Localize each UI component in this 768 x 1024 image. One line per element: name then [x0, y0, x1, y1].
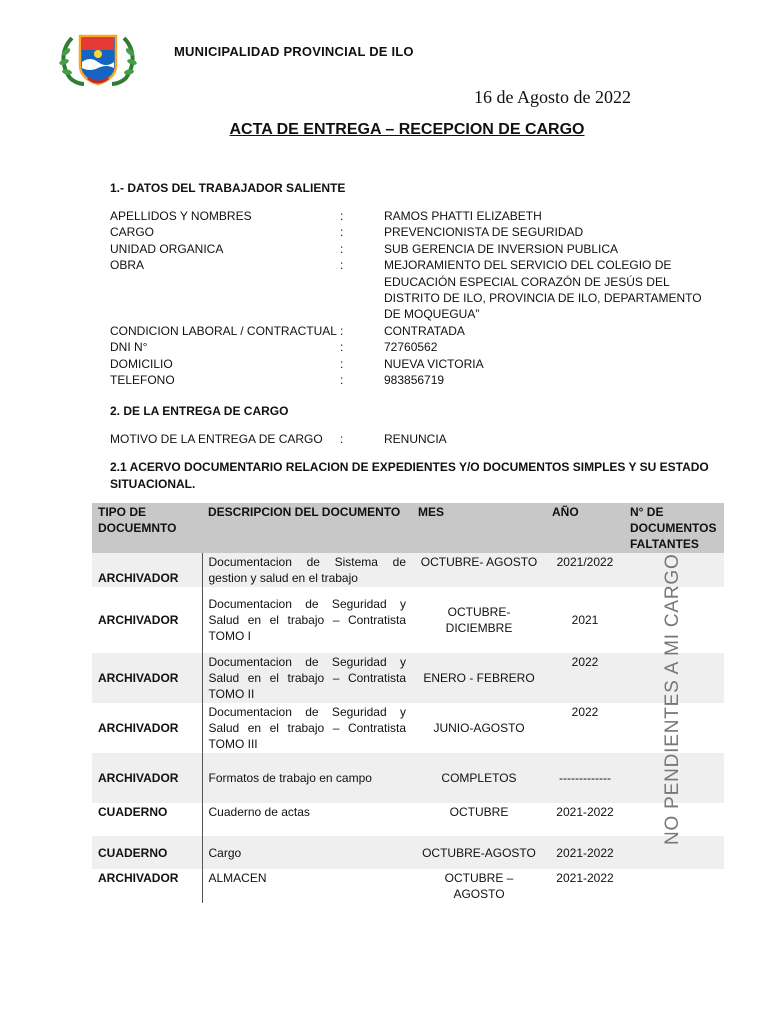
field-separator: :	[340, 225, 344, 240]
cell-mes: OCTUBRE- AGOSTO	[412, 553, 546, 587]
section-2-heading: 2. DE LA ENTREGA DE CARGO	[110, 404, 289, 418]
motivo-separator: :	[340, 432, 344, 446]
header-faltantes-line: FALTANTES	[630, 537, 699, 551]
cell-tipo: CUADERNO	[98, 805, 168, 819]
cell-anio: 2021-2022	[556, 871, 614, 885]
header-faltantes	[624, 503, 724, 553]
field-separator: :	[340, 241, 344, 256]
cell-tipo: ARCHIVADOR	[98, 871, 179, 885]
field-label: CONDICION LABORAL / CONTRACTUAL	[110, 323, 337, 338]
cell-anio: 2021-2022	[556, 805, 614, 819]
field-row-cargo	[110, 224, 710, 240]
table-row	[92, 553, 724, 587]
field-label: OBRA	[110, 258, 145, 273]
cell-descripcion: Formatos de trabajo en campo	[202, 753, 412, 803]
table-row	[92, 803, 724, 836]
cell-descripcion: Documentacion de Seguridad y Salud en el trabajo – Contratista TOMO II	[202, 653, 412, 703]
cell-tipo: ARCHIVADOR	[92, 753, 202, 803]
field-row-obra	[110, 257, 710, 323]
cell-anio: 2021	[571, 613, 599, 627]
field-value: 983856719	[384, 373, 445, 388]
field-value: CONTRATADA	[384, 323, 465, 338]
document-title: ACTA DE ENTREGA – RECEPCION DE CARGO	[229, 121, 585, 138]
field-label: TELEFONO	[110, 373, 175, 388]
section-2-1-heading: 2.1 ACERVO DOCUMENTARIO RELACION DE EXPEDIENTES Y/O DOCUMENTOS SIMPLES Y SU ESTADO SITUACIONAL.	[110, 460, 709, 491]
cell-mes: OCTUBRE- DICIEMBRE	[445, 605, 513, 635]
cell-descripcion: Cuaderno de actas	[202, 803, 412, 836]
field-label: CARGO	[110, 225, 155, 240]
vertical-note: NO PENDIENTES A MI CARGO	[662, 553, 683, 845]
field-separator: :	[340, 323, 344, 338]
header-faltantes-line: DOCUMENTOS	[630, 521, 717, 535]
document-date: 16 de Agosto de 2022	[474, 87, 631, 107]
field-value: 72760562	[384, 340, 438, 355]
cell-anio: 2021-2022	[546, 836, 624, 869]
cell-tipo: ARCHIVADOR	[98, 721, 179, 735]
documents-table	[92, 503, 724, 903]
municipal-coat-of-arms-logo	[54, 32, 142, 86]
field-separator: :	[340, 340, 344, 355]
table-row	[92, 753, 724, 803]
header-tipo-line: TIPO DE	[98, 505, 147, 519]
cell-mes: OCTUBRE	[449, 805, 509, 819]
cell-descripcion: ALMACEN	[202, 869, 412, 903]
field-separator: :	[340, 356, 344, 371]
cell-faltantes	[624, 869, 724, 903]
motivo-value: RENUNCIA	[384, 432, 447, 446]
field-row-names	[110, 208, 710, 224]
header-tipo-line: DOCUEMNTO	[98, 521, 177, 535]
worker-data-fields	[110, 208, 710, 388]
section-1-heading: 1.- DATOS DEL TRABAJADOR SALIENTE	[110, 181, 346, 195]
cell-mes: OCTUBRE-AGOSTO	[412, 836, 546, 869]
cell-anio: 2021/2022	[546, 553, 624, 587]
field-value-obra	[384, 257, 704, 323]
obra-line: DE MOQUEGUA”	[384, 307, 480, 322]
table-row	[92, 653, 724, 703]
motivo-row	[110, 432, 704, 446]
field-row-domicilio	[110, 356, 710, 372]
field-value: PREVENCIONISTA DE SEGURIDAD	[384, 225, 584, 240]
field-value: RAMOS PHATTI ELIZABETH	[384, 209, 542, 223]
cell-tipo: ARCHIVADOR	[98, 613, 179, 627]
table-row	[92, 587, 724, 653]
obra-line: DISTRITO DE ILO, PROVINCIA DE ILO, DEPARTAMENTO	[384, 291, 702, 306]
header-tipo	[92, 503, 202, 553]
cell-tipo: CUADERNO	[92, 836, 202, 869]
field-label: DNI N°	[110, 340, 148, 355]
field-row-condicion	[110, 323, 710, 339]
cell-mes: ENERO - FEBRERO	[412, 653, 546, 703]
field-row-telefono	[110, 372, 710, 388]
table-row	[92, 836, 724, 869]
obra-line: MEJORAMIENTO DEL SERVICIO DEL COLEGIO DE	[384, 258, 672, 273]
field-row-dni	[110, 339, 710, 355]
cell-descripcion: Documentacion de Sistema de gestion y salud en el trabajo	[202, 553, 412, 587]
field-value: NUEVA VICTORIA	[384, 356, 484, 371]
field-separator: :	[340, 373, 344, 388]
field-row-unidad	[110, 241, 710, 257]
table-row	[92, 869, 724, 903]
cell-anio: -------------	[546, 753, 624, 803]
header-mes: MES	[412, 503, 546, 553]
header-descripcion: DESCRIPCION DEL DOCUMENTO	[202, 503, 412, 553]
field-separator: :	[340, 258, 344, 273]
cell-tipo: ARCHIVADOR	[92, 653, 202, 703]
field-label: APELLIDOS Y NOMBRES	[110, 209, 252, 223]
organization-name: MUNICIPALIDAD PROVINCIAL DE ILO	[174, 44, 414, 59]
cell-mes: OCTUBRE – AGOSTO	[444, 871, 514, 901]
obra-line: EDUCACIÓN ESPECIAL CORAZÓN DE JESÚS DEL	[384, 274, 670, 289]
cell-tipo: ARCHIVADOR	[92, 553, 202, 587]
cell-descripcion: Cargo	[202, 836, 412, 869]
cell-descripcion: Documentacion de Seguridad y Salud en el trabajo – Contratista TOMO I	[202, 587, 412, 653]
cell-mes: JUNIO-AGOSTO	[433, 721, 525, 735]
field-separator: :	[340, 209, 344, 223]
cell-anio: 2022	[571, 705, 599, 719]
motivo-label: MOTIVO DE LA ENTREGA DE CARGO	[110, 432, 323, 446]
field-value: SUB GERENCIA DE INVERSION PUBLICA	[384, 241, 619, 256]
table-header-row	[92, 503, 724, 553]
cell-mes: COMPLETOS	[412, 753, 546, 803]
header-faltantes-line: N° DE	[630, 505, 664, 519]
cell-descripcion: Documentacion de Seguridad y Salud en el trabajo – Contratista TOMO III	[202, 703, 412, 753]
field-label: UNIDAD ORGANICA	[110, 241, 224, 256]
header-anio: AÑO	[546, 503, 624, 553]
table-row	[92, 703, 724, 753]
cell-anio: 2022	[546, 653, 624, 703]
field-label: DOMICILIO	[110, 356, 173, 371]
